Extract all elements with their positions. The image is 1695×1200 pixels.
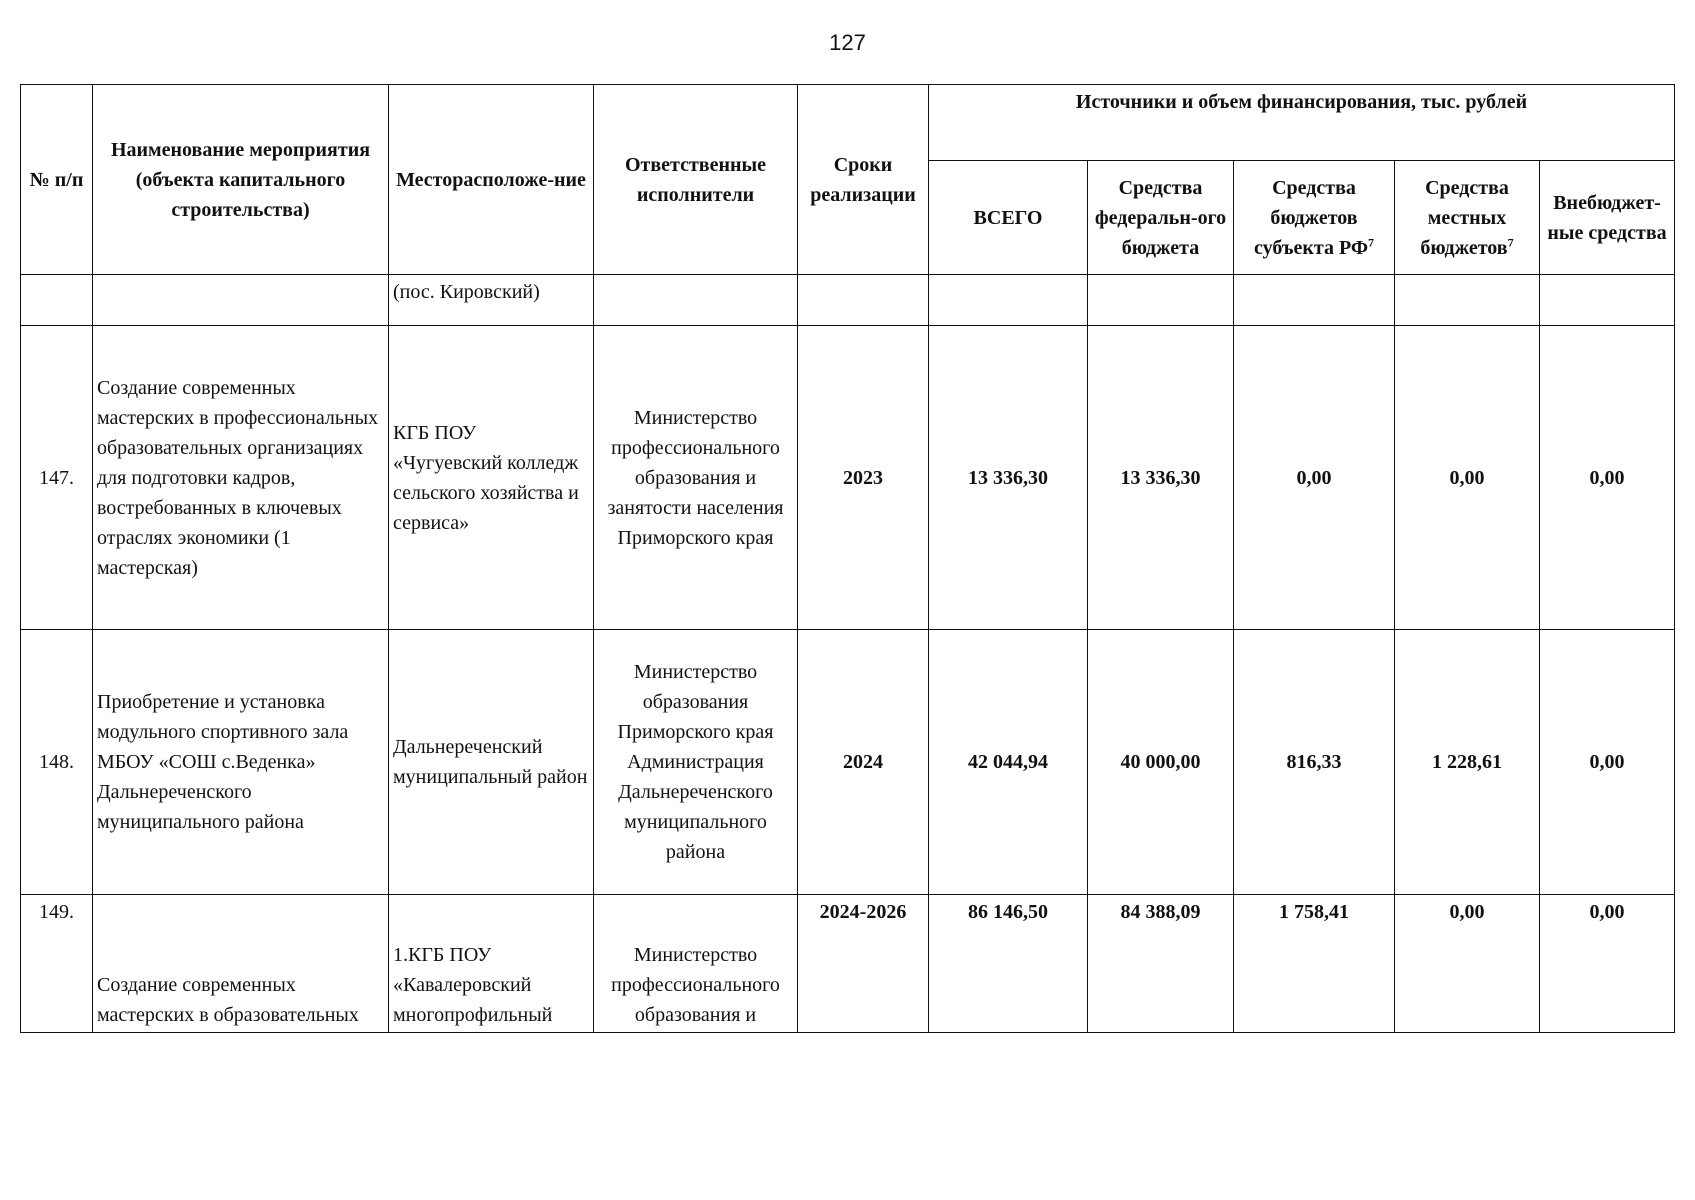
row-extra: 0,00 [1540, 630, 1675, 895]
header-regional [1234, 161, 1395, 275]
header-location: Месторасположе-ние [389, 85, 594, 275]
row-federal: 13 336,30 [1088, 326, 1234, 630]
row-location: КГБ ПОУ «Чугуевский колледж сельского хозяйства и сервиса» [389, 326, 594, 630]
row-federal: 84 388,09 [1088, 895, 1234, 1033]
row-extra: 0,00 [1540, 326, 1675, 630]
row-local: 1 228,61 [1395, 630, 1540, 895]
header-local-label: Средства местных бюджетов [1420, 176, 1509, 259]
table-row [21, 895, 1675, 1033]
header-funding-group: Источники и объем финансирования, тыс. рублей [929, 85, 1675, 161]
row-executors [594, 275, 798, 326]
header-local [1395, 161, 1540, 275]
row-num: 149. [21, 895, 93, 1033]
row-total: 42 044,94 [929, 630, 1088, 895]
header-regional-footnote: 7 [1368, 234, 1375, 249]
row-regional: 816,33 [1234, 630, 1395, 895]
row-executors: Министерство профессионального образования и занятости населения Приморского края [594, 326, 798, 630]
table-row [21, 630, 1675, 895]
header-federal: Средства федеральн-ого бюджета [1088, 161, 1234, 275]
header-total: ВСЕГО [929, 161, 1088, 275]
header-name: Наименование мероприятия (объекта капитального строительства) [93, 85, 389, 275]
row-regional: 1 758,41 [1234, 895, 1395, 1033]
row-extra [1540, 275, 1675, 326]
row-regional [1234, 275, 1395, 326]
row-federal [1088, 275, 1234, 326]
row-name [93, 275, 389, 326]
row-location: (пос. Кировский) [389, 275, 594, 326]
row-total [929, 275, 1088, 326]
row-total: 13 336,30 [929, 326, 1088, 630]
financing-table [20, 84, 1675, 1033]
row-local: 0,00 [1395, 326, 1540, 630]
row-location: 1.КГБ ПОУ «Кавалеровский многопрофильный [389, 895, 594, 1033]
row-num: 147. [21, 326, 93, 630]
header-period: Сроки реализации [798, 85, 929, 275]
row-period: 2024-2026 [798, 895, 929, 1033]
row-name: Приобретение и установка модульного спортивного зала МБОУ «СОШ с.Веденка» Дальнереченского муниципального района [93, 630, 389, 895]
header-local-footnote: 7 [1507, 234, 1514, 249]
header-regional-label: Средства бюджетов субъекта РФ [1253, 176, 1369, 259]
row-period: 2024 [798, 630, 929, 895]
header-extra: Внебюджет-ные средства [1540, 161, 1675, 275]
row-period: 2023 [798, 326, 929, 630]
header-num: № п/п [21, 85, 93, 275]
header-executors: Ответственные исполнители [594, 85, 798, 275]
row-num: 148. [21, 630, 93, 895]
row-name: Создание современных мастерских в образовательных [93, 895, 389, 1033]
row-executors: Министерство профессионального образования и [594, 895, 798, 1033]
row-regional: 0,00 [1234, 326, 1395, 630]
row-federal: 40 000,00 [1088, 630, 1234, 895]
row-period [798, 275, 929, 326]
row-local [1395, 275, 1540, 326]
row-num [21, 275, 93, 326]
row-local: 0,00 [1395, 895, 1540, 1033]
row-location: Дальнереченский муниципальный район [389, 630, 594, 895]
row-name: Создание современных мастерских в профессиональных образовательных организациях для подготовки кадров, востребованных в ключевых отраслях экономики (1 мастерская) [93, 326, 389, 630]
table-row [21, 326, 1675, 630]
row-executors: Министерство образования Приморского края Администрация Дальнереченского муниципального района [594, 630, 798, 895]
page-number: 127 [829, 30, 866, 55]
row-extra: 0,00 [1540, 895, 1675, 1033]
row-total: 86 146,50 [929, 895, 1088, 1033]
table-row [21, 275, 1675, 326]
